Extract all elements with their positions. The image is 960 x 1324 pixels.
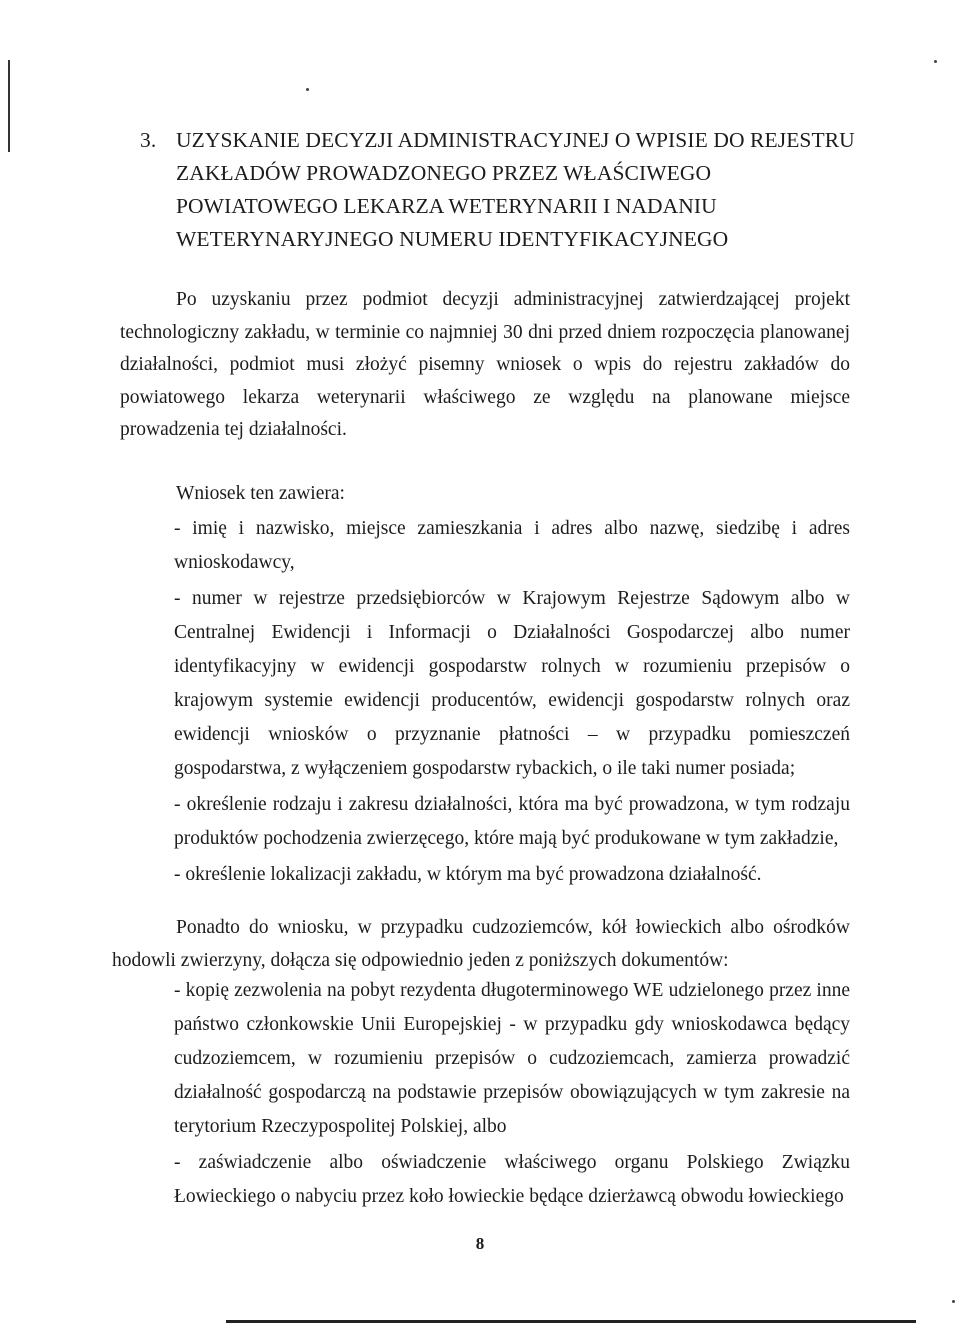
application-items-list bbox=[174, 512, 850, 894]
section-title: UZYSKANIE DECYZJI ADMINISTRACYJNEJ O WPISIE DO REJESTRU ZAKŁADÓW PROWADZONEGO PRZEZ WŁAŚCIWEGO POWIATOWEGO LEKARZA WETERYNARII I NADANIU WETERYNARYJNEGO NUMERU IDENTYFIKACYJNEGO bbox=[176, 128, 855, 251]
additional-items-list bbox=[174, 974, 850, 1216]
page-number: 8 bbox=[475, 1234, 485, 1253]
scan-speck bbox=[306, 88, 309, 91]
scan-edge-line bbox=[226, 1320, 916, 1323]
list-item: - numer w rejestrze przedsiębiorców w Krajowym Rejestrze Sądowym albo w Centralnej Ewidencji i Informacji o Działalności Gospodarczej albo numer identyfikacyjny w ewidencji gospodarstw rolnych w rozumieniu przepisów o krajowym systemie ewidencji producentów, ewidencji gospodarstw rolnych oraz ewidencji wniosków o przyznanie płatności – w przypadku pomieszczeń gospodarstwa, z wyłączeniem gospodarstw rybackich, o ile taki numer posiada; bbox=[174, 588, 850, 779]
list-item: - określenie lokalizacji zakładu, w którym ma być prowadzona działalność. bbox=[174, 864, 762, 885]
list-item: - określenie rodzaju i zakresu działalności, która ma być prowadzona, w tym rodzaju produktów pochodzenia zwierzęcego, które mają być produkowane w tym zakładzie, bbox=[174, 794, 850, 849]
scan-edge-mark bbox=[8, 60, 10, 152]
application-heading: Wniosek ten zawiera: bbox=[176, 483, 345, 504]
additional-documents-paragraph: Ponadto do wniosku, w przypadku cudzoziemców, kół łowieckich albo ośrodków hodowli zwierzyny, dołącza się odpowiednio jeden z poniższych dokumentów: bbox=[112, 917, 850, 971]
list-item: - imię i nazwisko, miejsce zamieszkania i adres albo nazwę, siedzibę i adres wnioskodawcy, bbox=[174, 518, 850, 573]
section-number: 3. bbox=[140, 128, 157, 152]
list-item: - kopię zezwolenia na pobyt rezydenta długoterminowego WE udzielonego przez inne państwo członkowskie Unii Europejskiej - w przypadku gdy wnioskodawca będący cudzoziemcem, w rozumieniu przepisów o cudzoziemcach, zamierza prowadzić działalność gospodarczą na podstawie przepisów obowiązujących w tym zakresie na terytorium Rzeczypospolitej Polskiej, albo bbox=[174, 980, 850, 1137]
scan-speck bbox=[952, 1300, 955, 1303]
list-item: - zaświadczenie albo oświadczenie właściwego organu Polskiego Związku Łowieckiego o nabyciu przez koło łowieckie będące dzierżawcą obwodu łowieckiego bbox=[174, 1152, 850, 1207]
section-heading bbox=[140, 124, 860, 256]
scan-speck bbox=[934, 60, 937, 63]
intro-paragraph: Po uzyskaniu przez podmiot decyzji administracyjnej zatwierdzającej projekt technologiczny zakładu, w terminie co najmniej 30 dni przed dniem rozpoczęcia planowanej działalności, podmiot musi złożyć pisemny wniosek o wpis do rejestru zakładów do powiatowego lekarza weterynarii właściwego ze względu na planowane miejsce prowadzenia tej działalności. bbox=[120, 289, 850, 440]
